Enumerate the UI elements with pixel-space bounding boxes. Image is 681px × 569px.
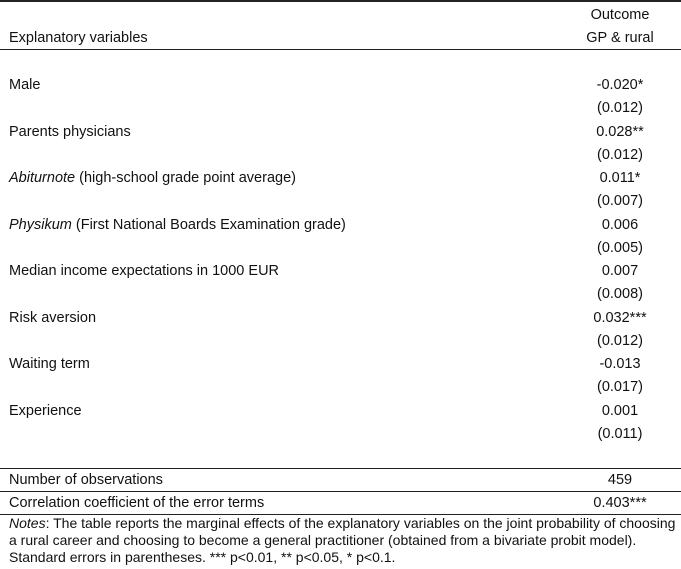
standard-error: (0.005) xyxy=(597,240,643,256)
variable-label xyxy=(9,217,346,233)
header-rule xyxy=(0,49,681,50)
table-notes xyxy=(9,515,681,566)
stats-mid-rule xyxy=(0,491,681,492)
coefficient: 0.006 xyxy=(601,217,639,233)
coefficient: -0.020* xyxy=(596,77,644,93)
stat-value: 0.403*** xyxy=(593,495,647,511)
coefficient: 0.032*** xyxy=(593,310,647,326)
standard-error: (0.008) xyxy=(597,286,643,302)
variable-label-text: Male xyxy=(9,77,41,93)
variable-label-text: Waiting term xyxy=(9,356,90,372)
notes-text: : The table reports the marginal effects of the explanatory variables on the joint probability of choosing a rural career and choosing to become a general practitioner (obtained from a bivariate probit model). Standard errors in parentheses. *** p<0.01, ** p<0.05, * p<0.1. xyxy=(9,515,676,565)
header-gp-rural: GP & rural xyxy=(586,30,654,46)
stats-rule xyxy=(0,468,681,469)
stat-value: 459 xyxy=(607,472,633,488)
variable-label xyxy=(9,403,82,419)
standard-error: (0.012) xyxy=(597,100,643,116)
notes-lead: Notes xyxy=(9,515,46,531)
coefficient: 0.028** xyxy=(596,124,644,140)
variable-label xyxy=(9,77,40,93)
header-outcome: Outcome xyxy=(590,7,650,23)
variable-label xyxy=(9,170,296,186)
standard-error: (0.017) xyxy=(597,379,643,395)
variable-label xyxy=(9,263,279,279)
standard-error: (0.011) xyxy=(597,426,643,442)
stat-label: Number of observations xyxy=(9,472,163,488)
header-explanatory-variables: Explanatory variables xyxy=(9,30,148,46)
variable-label-text: Experience xyxy=(9,403,82,419)
coefficient: 0.001 xyxy=(601,403,639,419)
variable-label xyxy=(9,356,90,372)
variable-label-italic: Abiturnote xyxy=(9,170,76,186)
variable-label-text: Median income expectations in 1000 EUR xyxy=(9,263,280,279)
standard-error: (0.012) xyxy=(597,333,643,349)
variable-label-text: Risk aversion xyxy=(9,310,97,326)
coefficient: 0.011* xyxy=(599,170,641,186)
coefficient: -0.013 xyxy=(599,356,641,372)
variable-label-text: (First National Boards Examination grade) xyxy=(71,217,346,233)
standard-error: (0.012) xyxy=(597,147,643,163)
stat-label: Correlation coefficient of the error terms xyxy=(9,495,265,511)
variable-label xyxy=(9,310,96,326)
variable-label-italic: Physikum xyxy=(9,217,72,233)
variable-label xyxy=(9,124,131,140)
coefficient: 0.007 xyxy=(601,263,639,279)
standard-error: (0.007) xyxy=(597,193,643,209)
variable-label-text: Parents physicians xyxy=(9,124,131,140)
top-rule xyxy=(0,0,681,2)
variable-label-text: (high-school grade point average) xyxy=(75,170,296,186)
